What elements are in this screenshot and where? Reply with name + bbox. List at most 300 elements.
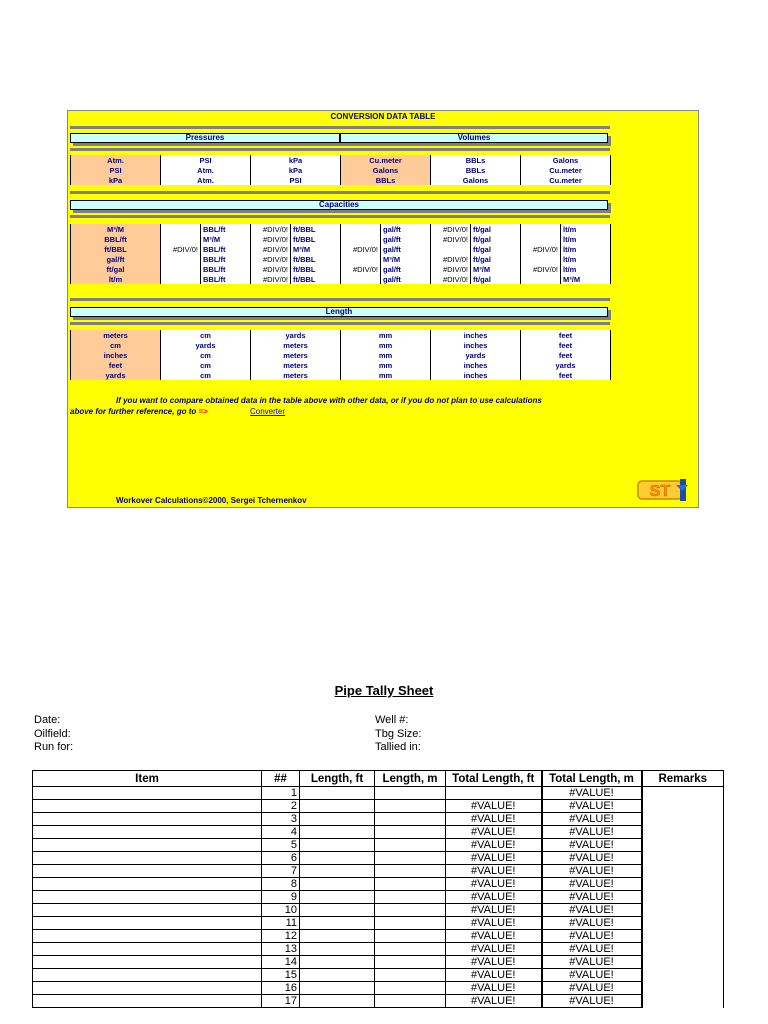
unit-value-cell[interactable]: feet [521,330,611,340]
row-number: 8 [262,878,300,891]
unit-cell[interactable]: ft/gal [471,254,521,264]
unit-value-cell[interactable]: inches [431,360,521,370]
value-cell[interactable]: #DIV/0! [251,254,291,264]
length-m-cell[interactable] [375,878,446,891]
pv-row [71,155,611,165]
divider [70,148,610,151]
tallied-in-label: Tallied in: [375,741,421,753]
length-m-cell[interactable] [375,956,446,969]
total-m-cell: #VALUE! [542,839,642,852]
unit-label-cell: ft/BBL [71,244,161,254]
capacity-row [71,274,611,284]
unit-label-cell: Atm. [71,155,161,165]
pressures-header: Pressures [70,133,340,143]
col-item: Item [33,771,262,787]
length-row [71,370,611,380]
remarks-cell[interactable] [642,969,724,982]
col-length-m: Length, m [375,771,446,787]
table-row [33,787,724,800]
pv-row [71,175,611,185]
value-cell[interactable]: #DIV/0! [521,244,561,254]
pressures-volumes-table [70,155,611,185]
unit-label-cell: cm [71,340,161,350]
unit-label-cell: BBL/ft [71,234,161,244]
total-m-cell: #VALUE! [542,930,642,943]
capacity-row [71,264,611,274]
value-cell[interactable]: #DIV/0! [161,244,201,254]
unit-cell[interactable]: M³/M [291,244,341,254]
total-ft-cell: #VALUE! [446,813,542,826]
unit-value-cell[interactable]: feet [521,340,611,350]
length-ft-cell[interactable] [300,865,375,878]
unit-value-cell[interactable]: mm [341,330,431,340]
capacity-row [71,254,611,264]
total-m-cell: #VALUE! [542,969,642,982]
capacity-row [71,244,611,254]
unit-cell[interactable]: ft/BBL [291,274,341,284]
remarks-cell[interactable] [642,852,724,865]
length-ft-cell[interactable] [300,904,375,917]
length-ft-cell[interactable] [300,787,375,800]
unit-value-cell[interactable]: PSI [161,155,251,165]
arrow-glyph: => [198,407,208,416]
remarks-cell[interactable] [642,982,724,995]
length-row [71,350,611,360]
table-row [33,930,724,943]
unit-cell[interactable]: gal/ft [381,224,431,234]
length-ft-cell[interactable] [300,943,375,956]
unit-value-cell[interactable]: meters [251,370,341,380]
table-row [33,813,724,826]
remarks-cell[interactable] [642,891,724,904]
note-text: above for further reference, go to [70,407,197,416]
total-m-cell: #VALUE! [542,865,642,878]
remarks-cell[interactable] [642,787,724,800]
capacity-row [71,234,611,244]
unit-cell[interactable]: M³/M [381,254,431,264]
length-ft-cell[interactable] [300,969,375,982]
unit-cell[interactable]: gal/ft [381,234,431,244]
value-cell[interactable] [521,224,561,234]
length-ft-cell[interactable] [300,917,375,930]
unit-value-cell[interactable]: meters [251,340,341,350]
value-cell[interactable] [521,234,561,244]
total-m-cell: #VALUE! [542,878,642,891]
remarks-cell[interactable] [642,839,724,852]
unit-value-cell[interactable]: cm [161,370,251,380]
note-line-2 [70,407,208,416]
row-number: 10 [262,904,300,917]
item-cell[interactable] [33,930,262,943]
length-ft-cell[interactable] [300,826,375,839]
unit-cell[interactable]: ft/BBL [291,264,341,274]
unit-value-cell[interactable]: yards [431,350,521,360]
length-ft-cell[interactable] [300,891,375,904]
value-cell[interactable]: #DIV/0! [431,274,471,284]
length-m-cell[interactable] [375,891,446,904]
value-cell[interactable] [341,274,381,284]
value-cell[interactable]: #DIV/0! [431,224,471,234]
row-number: 13 [262,943,300,956]
total-ft-cell: #VALUE! [446,878,542,891]
item-cell[interactable] [33,995,262,1008]
conversion-panel [67,110,699,508]
unit-cell[interactable]: M³/M [201,234,251,244]
unit-label-cell: ft/gal [71,264,161,274]
total-m-cell: #VALUE! [542,995,642,1008]
item-cell[interactable] [33,943,262,956]
length-ft-cell[interactable] [300,839,375,852]
table-row [33,982,724,995]
remarks-cell[interactable] [642,917,724,930]
unit-value-cell[interactable]: cm [161,350,251,360]
row-number: 11 [262,917,300,930]
unit-cell[interactable]: ft/gal [471,244,521,254]
note-line-1: If you want to compare obtained data in the table above with other data, or if you do not plan to use calculations [116,396,542,405]
unit-value-cell[interactable]: mm [341,340,431,350]
item-cell[interactable] [33,878,262,891]
unit-label-cell: feet [71,360,161,370]
unit-cell[interactable]: M³/M [561,274,611,284]
length-ft-cell[interactable] [300,982,375,995]
total-m-cell: #VALUE! [542,956,642,969]
table-row [33,852,724,865]
value-cell[interactable] [341,234,381,244]
unit-value-cell[interactable]: yards [161,340,251,350]
length-m-cell[interactable] [375,839,446,852]
unit-value-cell[interactable]: Atm. [161,165,251,175]
length-m-cell[interactable] [375,930,446,943]
unit-value-cell[interactable]: inches [431,330,521,340]
total-m-cell: #VALUE! [542,917,642,930]
col-total-ft: Total Length, ft [446,771,542,787]
item-cell[interactable] [33,787,262,800]
conversion-title: CONVERSION DATA TABLE [330,112,436,121]
unit-value-cell[interactable]: mm [341,360,431,370]
unit-value-cell[interactable]: BBLs [431,155,521,165]
total-m-cell: #VALUE! [542,800,642,813]
unit-value-cell[interactable]: kPa [251,165,341,175]
unit-value-cell[interactable]: PSI [251,175,341,185]
value-cell[interactable]: #DIV/0! [341,244,381,254]
total-ft-cell: #VALUE! [446,969,542,982]
unit-label-cell: M³/M [71,224,161,234]
length-m-cell[interactable] [375,995,446,1008]
total-ft-cell: #VALUE! [446,917,542,930]
length-ft-cell[interactable] [300,852,375,865]
total-m-cell: #VALUE! [542,982,642,995]
value-cell[interactable] [521,254,561,264]
capacities-table [70,224,611,284]
unit-value-cell[interactable]: meters [251,360,341,370]
capacity-row [71,224,611,234]
item-cell[interactable] [33,891,262,904]
value-cell[interactable]: #DIV/0! [251,264,291,274]
unit-value-cell[interactable]: meters [251,350,341,360]
length-m-cell[interactable] [375,969,446,982]
capacities-header: Capacities [70,200,608,210]
value-cell[interactable]: #DIV/0! [251,224,291,234]
divider [70,322,610,325]
unit-cell[interactable]: BBL/ft [201,274,251,284]
divider [70,298,610,301]
row-number: 9 [262,891,300,904]
value-cell[interactable]: #DIV/0! [251,274,291,284]
col-remarks: Remarks [642,771,724,787]
unit-value-cell[interactable]: cm [161,330,251,340]
unit-label-cell: yards [71,370,161,380]
unit-cell[interactable]: lt/m [561,224,611,234]
item-cell[interactable] [33,839,262,852]
date-label: Date: [34,714,61,726]
length-m-cell[interactable] [375,787,446,800]
item-cell[interactable] [33,982,262,995]
length-m-cell[interactable] [375,865,446,878]
unit-value-cell[interactable]: BBLs [431,165,521,175]
unit-cell[interactable]: BBL/ft [201,224,251,234]
unit-label-cell: inches [71,350,161,360]
table-row [33,995,724,1008]
unit-cell[interactable]: BBL/ft [201,264,251,274]
total-ft-cell: #VALUE! [446,891,542,904]
unit-value-cell[interactable]: inches [431,370,521,380]
unit-value-cell[interactable]: inches [431,340,521,350]
remarks-cell[interactable] [642,943,724,956]
unit-value-cell[interactable]: Cu.meter [521,175,611,185]
item-cell[interactable] [33,813,262,826]
row-number: 14 [262,956,300,969]
total-ft-cell [446,787,542,800]
row-number: 2 [262,800,300,813]
total-ft-cell: #VALUE! [446,839,542,852]
item-cell[interactable] [33,969,262,982]
unit-value-cell[interactable]: feet [521,370,611,380]
length-row [71,360,611,370]
remarks-cell[interactable] [642,995,724,1008]
length-ft-cell[interactable] [300,995,375,1008]
length-ft-cell[interactable] [300,878,375,891]
row-number: 12 [262,930,300,943]
value-cell[interactable]: #DIV/0! [251,244,291,254]
remarks-cell[interactable] [642,878,724,891]
value-cell[interactable] [341,224,381,234]
item-cell[interactable] [33,852,262,865]
value-cell[interactable]: #DIV/0! [251,234,291,244]
row-number: 4 [262,826,300,839]
converter-link[interactable]: Converter [250,407,286,416]
unit-cell[interactable]: gal/ft [381,264,431,274]
total-ft-cell: #VALUE! [446,852,542,865]
length-m-cell[interactable] [375,813,446,826]
remarks-cell[interactable] [642,813,724,826]
length-ft-cell[interactable] [300,813,375,826]
unit-label-cell: meters [71,330,161,340]
table-row [33,826,724,839]
length-ft-cell[interactable] [300,800,375,813]
remarks-cell[interactable] [642,826,724,839]
table-row [33,891,724,904]
table-row [33,943,724,956]
length-header: Length [70,307,608,317]
row-number: 3 [262,813,300,826]
length-m-cell[interactable] [375,826,446,839]
unit-cell[interactable]: ft/gal [471,234,521,244]
total-ft-cell: #VALUE! [446,982,542,995]
item-cell[interactable] [33,800,262,813]
col-total-m: Total Length, m [542,771,642,787]
value-cell[interactable] [161,234,201,244]
oilfield-label: Oilfield: [34,727,71,740]
unit-label-cell: PSI [71,165,161,175]
row-number: 6 [262,852,300,865]
value-cell[interactable] [161,264,201,274]
value-cell[interactable]: #DIV/0! [431,264,471,274]
table-row [33,904,724,917]
credit-text: Workover Calculations©2000, Sergei Tchernenkov [116,496,307,505]
unit-cell[interactable]: ft/BBL [291,234,341,244]
item-cell[interactable] [33,917,262,930]
remarks-cell[interactable] [642,904,724,917]
unit-cell[interactable]: M³/M [471,264,521,274]
unit-value-cell[interactable]: mm [341,350,431,360]
length-row [71,330,611,340]
run-for-label: Run for: [34,741,74,753]
total-m-cell: #VALUE! [542,891,642,904]
unit-value-cell[interactable]: Cu.meter [521,165,611,175]
value-cell[interactable] [161,274,201,284]
unit-label-cell: kPa [71,175,161,185]
right-info [375,714,421,755]
length-m-cell[interactable] [375,982,446,995]
item-cell[interactable] [33,904,262,917]
row-number: 16 [262,982,300,995]
unit-cell[interactable]: ft/gal [471,274,521,284]
unit-cell[interactable]: lt/m [561,264,611,274]
value-cell[interactable] [161,254,201,264]
unit-value-cell[interactable]: kPa [251,155,341,165]
total-ft-cell: #VALUE! [446,956,542,969]
length-m-cell[interactable] [375,852,446,865]
unit-label-cell: BBLs [341,175,431,185]
unit-value-cell[interactable]: mm [341,370,431,380]
pv-row [71,165,611,175]
col-num: ## [262,771,300,787]
total-m-cell: #VALUE! [542,852,642,865]
row-number: 5 [262,839,300,852]
length-table [70,330,611,380]
item-cell[interactable] [33,865,262,878]
total-ft-cell: #VALUE! [446,865,542,878]
value-cell[interactable] [341,254,381,264]
unit-label-cell: lt/m [71,274,161,284]
unit-cell[interactable]: lt/m [561,234,611,244]
length-ft-cell[interactable] [300,956,375,969]
length-m-cell[interactable] [375,917,446,930]
value-cell[interactable]: #DIV/0! [521,264,561,274]
unit-label-cell: Cu.meter [341,155,431,165]
unit-value-cell[interactable]: yards [251,330,341,340]
total-ft-cell: #VALUE! [446,904,542,917]
total-m-cell: #VALUE! [542,826,642,839]
unit-cell[interactable]: gal/ft [381,274,431,284]
unit-value-cell[interactable]: Atm. [161,175,251,185]
unit-cell[interactable]: gal/ft [381,244,431,254]
total-m-cell: #VALUE! [542,813,642,826]
unit-value-cell[interactable]: cm [161,360,251,370]
table-row [33,839,724,852]
unit-cell[interactable]: ft/BBL [291,254,341,264]
value-cell[interactable]: #DIV/0! [341,264,381,274]
length-ft-cell[interactable] [300,930,375,943]
table-row [33,956,724,969]
logo-text: ST [649,483,671,500]
table-row [33,800,724,813]
unit-cell[interactable]: BBL/ft [201,254,251,264]
length-row [71,340,611,350]
unit-value-cell[interactable]: feet [521,350,611,360]
table-row [33,865,724,878]
unit-value-cell[interactable]: Galons [431,175,521,185]
col-length-ft: Length, ft [300,771,375,787]
remarks-cell[interactable] [642,865,724,878]
unit-cell[interactable]: ft/gal [471,224,521,234]
unit-cell[interactable]: lt/m [561,254,611,264]
unit-label-cell: Galons [341,165,431,175]
unit-label-cell: gal/ft [71,254,161,264]
total-m-cell: #VALUE! [542,904,642,917]
row-number: 1 [262,787,300,800]
table-row [33,969,724,982]
total-m-cell: #VALUE! [542,787,642,800]
well-label: Well #: [375,714,409,726]
unit-value-cell[interactable]: yards [521,360,611,370]
value-cell[interactable] [521,274,561,284]
unit-cell[interactable]: BBL/ft [201,244,251,254]
volumes-header: Volumes [340,133,608,143]
total-ft-cell: #VALUE! [446,800,542,813]
length-m-cell[interactable] [375,904,446,917]
remarks-cell[interactable] [642,930,724,943]
total-m-cell: #VALUE! [542,943,642,956]
value-cell[interactable] [161,224,201,234]
row-number: 17 [262,995,300,1008]
unit-cell[interactable]: ft/BBL [291,224,341,234]
tbg-size-label: Tbg Size: [375,727,422,740]
total-ft-cell: #VALUE! [446,995,542,1008]
tally-header-row [33,771,724,787]
table-row [33,917,724,930]
length-m-cell[interactable] [375,800,446,813]
row-number: 7 [262,865,300,878]
value-cell[interactable]: #DIV/0! [431,254,471,264]
item-cell[interactable] [33,956,262,969]
divider [70,215,610,218]
length-m-cell[interactable] [375,943,446,956]
total-ft-cell: #VALUE! [446,826,542,839]
item-cell[interactable] [33,826,262,839]
left-info [34,714,73,755]
value-cell[interactable] [431,244,471,254]
unit-cell[interactable]: lt/m [561,244,611,254]
remarks-cell[interactable] [642,800,724,813]
total-ft-cell: #VALUE! [446,943,542,956]
value-cell[interactable]: #DIV/0! [431,234,471,244]
remarks-cell[interactable] [642,956,724,969]
st-logo-icon [636,477,690,503]
unit-value-cell[interactable]: Galons [521,155,611,165]
page-title: Pipe Tally Sheet [334,683,434,698]
tally-table [32,770,724,1008]
